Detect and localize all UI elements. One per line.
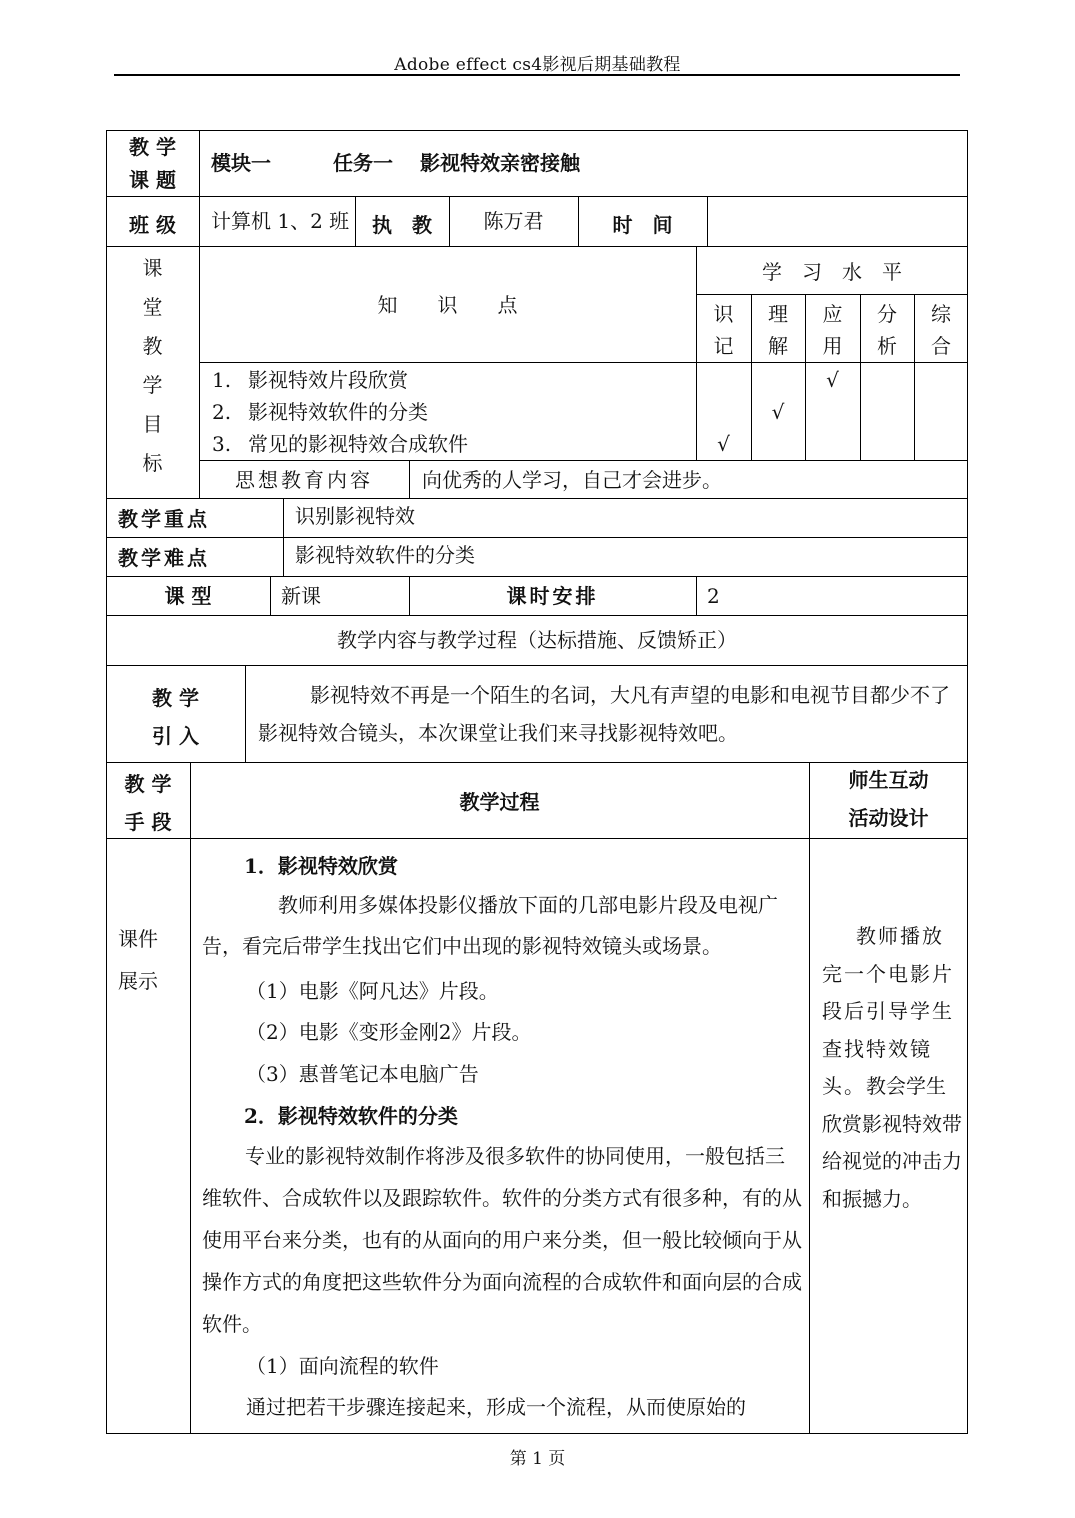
class-hours-value: 2: [707, 584, 720, 608]
class-hours-label: 课时安排: [506, 584, 599, 608]
col-divider: [696, 576, 697, 615]
task-label: 任务一: [333, 151, 393, 175]
row-divider: [696, 294, 968, 295]
interaction-text-1: 教师播放完一个电影片段后引导学生查找特效镜头。: [822, 924, 954, 1098]
level-col-header: 识: [713, 302, 734, 326]
objectives-label-char: 标: [142, 451, 163, 475]
header-rule: [114, 74, 960, 76]
interaction-label-line1: 师生互动: [848, 768, 929, 792]
topic-label-line1: 教 学: [129, 135, 176, 159]
section1-title: 1．影视特效欣赏: [244, 854, 398, 878]
lesson-type-label: 课 型: [164, 584, 212, 608]
objective-num: 1.: [212, 368, 232, 392]
level-header: 学 习 水 平: [762, 260, 902, 284]
row-divider: [106, 498, 968, 499]
means-label-line1: 教 学: [124, 772, 172, 796]
topic-value: 影视特效亲密接触: [420, 151, 580, 175]
topic-label-line2: 课 题: [129, 168, 176, 192]
objective-text: 影视特效软件的分类: [248, 400, 428, 424]
section2-title: 2．影视特效软件的分类: [244, 1104, 458, 1128]
level-col-header: 用: [822, 334, 843, 358]
ideology-label: 思想教育内容: [235, 468, 373, 492]
ideology-value: 向优秀的人学习，自己才会进步。: [422, 468, 722, 492]
check-mark: √: [717, 432, 730, 456]
col-divider: [283, 498, 284, 576]
module-label: 模块一: [211, 151, 271, 175]
row-divider: [106, 762, 968, 763]
level-col-header: 分: [877, 302, 897, 326]
difficulty-label: 教学难点: [118, 546, 210, 570]
objectives-label-char: 教: [142, 334, 163, 358]
objectives-label-char: 目: [142, 412, 163, 436]
check-mark: √: [771, 400, 785, 424]
objective-num: 2.: [212, 400, 232, 424]
row-divider: [106, 537, 968, 538]
row-divider: [199, 460, 968, 461]
intro-text: 影视特效不再是一个陌生的名词，大凡有声望的电影和电视节目都少不了影视特效合镜头，本次课堂让我们来寻找影视特效吧。: [258, 683, 950, 745]
level-col-header: 应: [822, 302, 843, 326]
col-divider: [409, 460, 410, 498]
level-col-header: 合: [931, 334, 951, 358]
class-label: 班 级: [129, 213, 176, 237]
teacher-label: 执 教: [372, 213, 432, 237]
section1-item: （2）电影《变形金刚2》片段。: [246, 1020, 532, 1044]
level-col-header: 理: [768, 302, 788, 326]
section2-sub-text: 通过把若干步骤连接起来，形成一个流程，从而使原始的: [246, 1395, 746, 1419]
means-label-line2: 手 段: [124, 810, 172, 834]
col-divider: [707, 196, 708, 246]
objective-text: 影视特效片段欣赏: [248, 368, 408, 392]
section1-item: （1）电影《阿凡达》片段。: [246, 979, 499, 1003]
check-mark: √: [826, 368, 839, 392]
class-value: 计算机 1、2 班: [211, 209, 350, 233]
focus-label: 教学重点: [118, 507, 210, 531]
difficulty-value: 影视特效软件的分类: [295, 543, 475, 567]
interaction-text-2: 教会学生欣赏影视特效带给视觉的冲击力和振撼力。: [822, 1074, 962, 1211]
page-header-title: Adobe effect cs4影视后期基础教程: [394, 55, 681, 75]
intro-label-line1: 教 学: [152, 686, 199, 710]
row-divider: [106, 838, 968, 839]
means-value-line2: 展示: [118, 969, 158, 993]
row-divider: [106, 246, 968, 247]
col-divider: [245, 665, 246, 762]
focus-value: 识别影视特效: [295, 504, 415, 528]
teacher-value: 陈万君: [483, 209, 544, 233]
row-divider: [106, 665, 968, 666]
objectives-label-char: 课: [142, 256, 163, 280]
row-divider: [199, 362, 968, 363]
section1-item: （3）惠普笔记本电脑广告: [246, 1062, 479, 1086]
knowledge-header: 知 识 点: [377, 293, 518, 317]
lesson-type-value: 新课: [281, 584, 321, 608]
means-value-line1: 课件: [118, 927, 158, 951]
level-col-header: 解: [768, 334, 788, 358]
objective-text: 常见的影视特效合成软件: [248, 432, 468, 456]
col-divider: [190, 762, 191, 1434]
col-divider: [270, 576, 271, 615]
level-col-header: 析: [877, 334, 897, 358]
process-section-title: 教学内容与教学过程（达标措施、反馈矫正）: [337, 628, 737, 652]
row-divider: [106, 615, 968, 616]
row-divider: [106, 576, 968, 577]
section2-text: 专业的影视特效制作将涉及很多软件的协同使用，一般包括三维软件、合成软件以及跟踪软件。软件的分类方式有很多种，有的从使用平台来分类，也有的从面向的用户来分类，但一般比较倾向于从操作方式的角度把这些软件分为面向流程的合成软件和面向层的合成软件。: [202, 1144, 802, 1336]
objectives-label-char: 学: [142, 373, 163, 397]
process-label: 教学过程: [459, 790, 540, 814]
level-col-header: 综: [931, 302, 951, 326]
intro-label-line2: 引 入: [152, 724, 199, 748]
col-divider: [809, 762, 810, 1434]
objectives-label-char: 堂: [142, 295, 163, 319]
section1-text: 教师利用多媒体投影仪播放下面的几部电影片段及电视广告，看完后带学生找出它们中出现的影视特效镜头或场景。: [202, 893, 778, 958]
objective-num: 3.: [212, 432, 232, 456]
level-col-header: 记: [713, 334, 734, 358]
page-number: 第 1 页: [509, 1449, 566, 1469]
row-divider: [106, 196, 968, 197]
interaction-label-line2: 活动设计: [848, 806, 929, 830]
time-label: 时 间: [612, 213, 673, 237]
section2-subtitle: （1）面向流程的软件: [246, 1354, 439, 1378]
